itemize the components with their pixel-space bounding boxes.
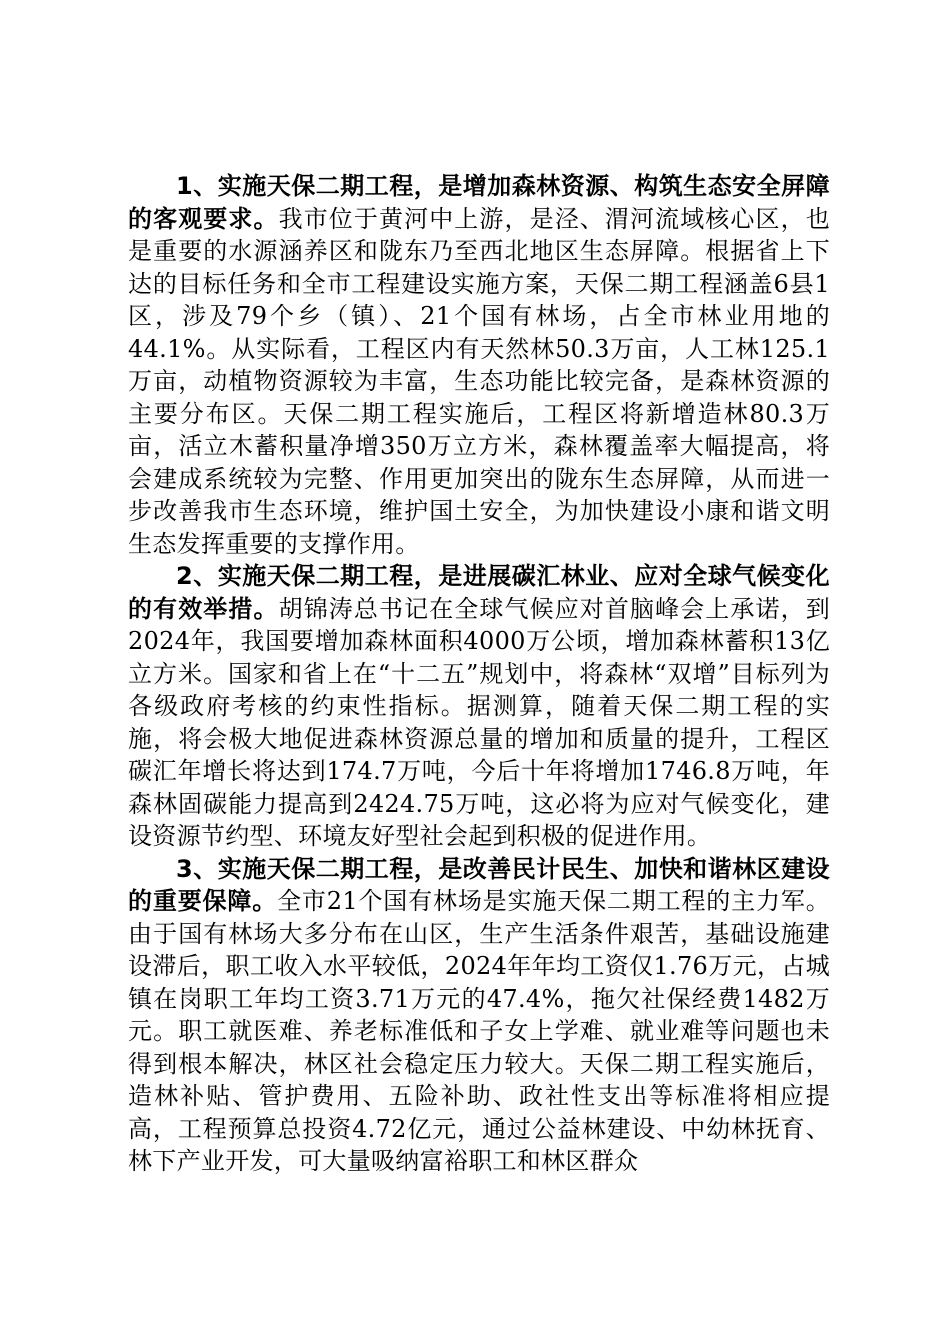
paragraph-1	[128, 170, 830, 560]
document-page	[128, 170, 830, 1178]
paragraph-3-heading: 3、实施天保二期工程，是改善民计民生、加快和谐林区建设的重要保障。	[128, 854, 830, 915]
paragraph-2-heading: 2、实施天保二期工程，是进展碳汇林业、应对全球气候变化的有效举措。	[128, 562, 830, 623]
paragraph-3	[128, 853, 830, 1178]
paragraph-1-heading: 1、实施天保二期工程，是增加森林资源、构筑生态安全屏障的客观要求。	[128, 172, 830, 233]
paragraph-1-body: 我市位于黄河中上游，是泾、渭河流域核心区，也是重要的水源涵养区和陇东乃至西北地区生态屏障。根据省上下达的目标任务和全市工程建设实施方案，天保二期工程涵盖6县1区，涉及79个乡（镇）、21个国有林场，占全市林业用地的44.1%。从实际看，工程区内有天然林50.3万亩，人工林125.1万亩，动植物资源较为丰富，生态功能比较完备，是森林资源的主要分布区。天保二期工程实施后，工程区将新增造林80.3万亩，活立木蓄积量净增350万立方米，森林覆盖率大幅提高，将会建成系统较为完整、作用更加突出的陇东生态屏障，从而进一步改善我市生态环境，维护国土安全，为加快建设小康和谐文明生态发挥重要的支撑作用。	[128, 204, 830, 558]
paragraph-2-body: 胡锦涛总书记在全球气候应对首脑峰会上承诺，到2024年，我国要增加森林面积4000万公顷，增加森林蓄积13亿立方米。国家和省上在“十二五”规划中，将森林“双增”目标列为各级政府考核的约束性指标。据测算，随着天保二期工程的实施，将会极大地促进森林资源总量的增加和质量的提升，工程区碳汇年增长将达到174.7万吨，今后十年将增加1746.8万吨，年森林固碳能力提高到2424.75万吨，这必将为应对气候变化，建设资源节约型、环境友好型社会起到积极的促进作用。	[128, 594, 830, 850]
paragraph-3-body: 全市21个国有林场是实施天保二期工程的主力军。由于国有林场大多分布在山区，生产生活条件艰苦，基础设施建设滞后，职工收入水平较低，2024年年均工资仅1.76万元，占城镇在岗职工年均工资3.71万元的47.4%，拖欠社保经费1482万元。职工就医难、养老标准低和子女上学难、就业难等问题也未得到根本解决，林区社会稳定压力较大。天保二期工程实施后，造林补贴、管护费用、五险补助、政社性支出等标准将相应提高，工程预算总投资4.72亿元，通过公益林建设、中幼林抚育、林下产业开发，可大量吸纳富裕职工和林区群众	[128, 887, 830, 1175]
paragraph-2	[128, 560, 830, 853]
